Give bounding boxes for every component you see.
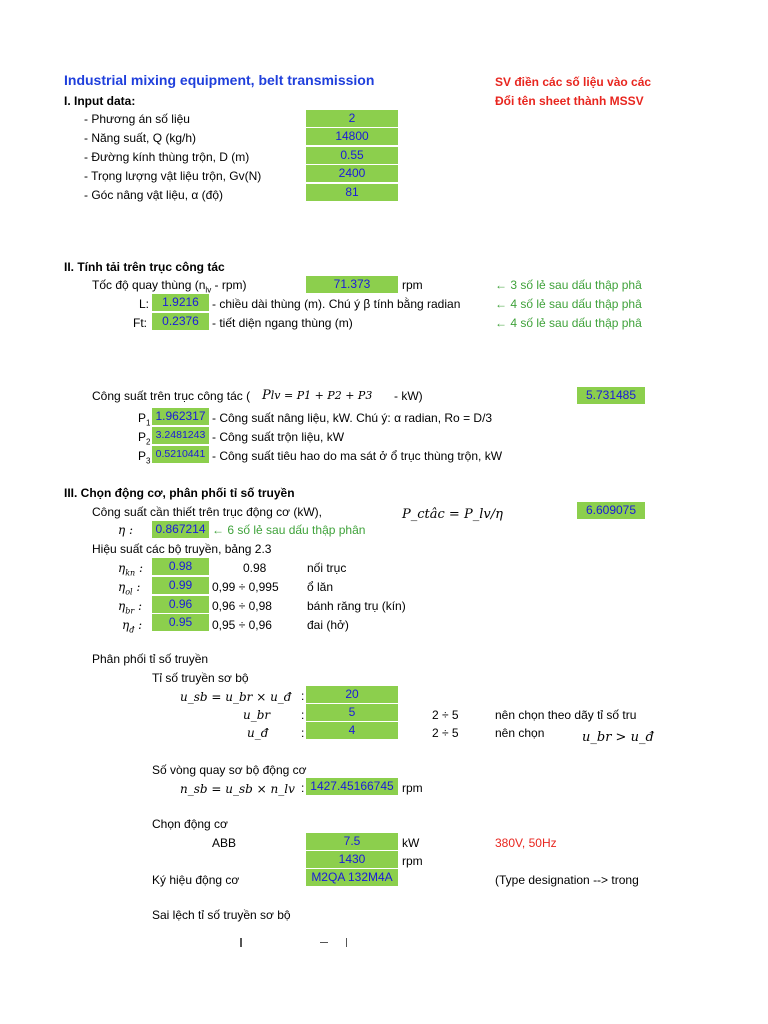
eta-br-symbol: $\eta_{br}$ : <box>118 599 143 616</box>
eta-note: ← 6 số lẻ sau dấu thập phân <box>212 523 366 537</box>
eta-d-symbol: $\eta_đ$ : <box>122 618 143 635</box>
input-label-diameter: - Đường kính thùng trộn, D (m) <box>84 150 250 164</box>
eta-ol-cell[interactable]: 0.99 <box>152 577 209 594</box>
eta-kn-cell[interactable]: 0.98 <box>152 558 209 575</box>
p3-cell[interactable]: 0.5210441 <box>152 446 209 463</box>
ubr-range: 2 ÷ 5 <box>432 708 459 722</box>
L-desc: - chiều dài thùng (m). Chú ý β tính bằng radian <box>212 297 461 311</box>
eta-kn-symbol: $\eta_{kn}$ : <box>118 561 144 578</box>
power-formula: Plv = P1 + P2 + P3 <box>262 388 373 403</box>
p3-desc: - Công suất tiêu hao do ma sát ở ổ trục thùng trộn, kW <box>212 449 503 463</box>
p2-desc: - Công suất trộn liệu, kW <box>212 430 345 444</box>
motor-type-note: (Type designation --> trong <box>495 873 639 887</box>
ratio-heading: Phân phối tỉ số truyền <box>92 652 209 666</box>
motor-type-cell[interactable]: M2QA 132M4A <box>306 869 398 886</box>
input-heading: I. Input data: <box>64 94 136 108</box>
required-power-cell[interactable]: 6.609075 <box>577 502 645 519</box>
formula-fragment-mid <box>320 942 328 943</box>
eta-d-range: 0,95 ÷ 0,96 <box>212 618 272 632</box>
L-cell[interactable]: 1.9216 <box>152 294 209 311</box>
sheet-title: Industrial mixing equipment, belt transmission <box>64 72 375 88</box>
eta-br-name: bánh răng trụ (kín) <box>307 599 406 613</box>
usb-formula: u_sb = u_br × u_đ <box>180 690 292 704</box>
input-angle-cell[interactable]: 81 <box>306 184 398 201</box>
p2-label: $P_2$ <box>138 430 151 447</box>
eta-kn-range: 0.98 <box>243 561 267 575</box>
motor-power-unit: kW <box>402 836 420 850</box>
ud-cell[interactable]: 4 <box>306 722 398 739</box>
ud-note: nên chọn <box>495 726 545 740</box>
motor-supply: 380V, 50Hz <box>495 836 557 850</box>
eta-d-name: đai (hở) <box>307 618 349 632</box>
p1-label: $P_1$ <box>138 411 151 428</box>
Ft-label: Ft: <box>133 316 147 330</box>
power-label: Công suất trên trục công tác ( <box>92 389 251 403</box>
nsb-unit: rpm <box>402 781 423 795</box>
ratio-subheading: Tỉ số truyền sơ bộ <box>152 671 249 685</box>
eta-cell[interactable]: 0.867214 <box>152 521 209 538</box>
eta-kn-name: nối trục <box>307 561 347 575</box>
eta-ol-symbol: $\eta_{ol}$ : <box>118 580 141 597</box>
motor-heading: III. Chọn động cơ, phân phối tỉ số truyền <box>64 486 295 500</box>
input-label-capacity: - Năng suất, Q (kg/h) <box>84 131 197 145</box>
speed-cell[interactable]: 71.373 <box>306 276 398 293</box>
usb-cell[interactable]: 20 <box>306 686 398 703</box>
p1-cell[interactable]: 1.962317 <box>152 408 209 425</box>
p1-desc: - Công suất nâng liệu, kW. Chú ý: α radian, Ro = D/3 <box>212 411 493 425</box>
ubr-note: nên chọn theo dãy tỉ số tru <box>495 708 637 722</box>
input-diameter-cell[interactable]: 0.55 <box>306 147 398 164</box>
ud-colon: : <box>301 726 305 740</box>
ubr-cell[interactable]: 5 <box>306 704 398 721</box>
required-power-label: Công suất cần thiết trên trục động cơ (kW), <box>92 505 322 519</box>
input-label-option: - Phương án số liệu <box>84 112 190 126</box>
rename-note: Đổi tên sheet thành MSSV <box>495 94 644 108</box>
deviation-heading: Sai lệch tỉ số truyền sơ bộ <box>152 908 291 922</box>
nsb-heading: Số vòng quay sơ bộ động cơ <box>152 763 307 777</box>
efficiency-heading: Hiệu suất các bộ truyền, bảng 2.3 <box>92 542 272 556</box>
speed-unit: rpm <box>402 278 423 292</box>
load-heading: II. Tính tải trên trục công tác <box>64 260 225 274</box>
nsb-colon: : <box>301 781 305 795</box>
ud-condition: u_br > u_đ <box>582 730 654 745</box>
motor-brand: ABB <box>212 836 237 850</box>
instruction-note: SV điền các số liệu vào các <box>495 75 652 89</box>
usb-colon: : <box>301 689 305 703</box>
eta-d-cell[interactable]: 0.95 <box>152 614 209 631</box>
input-weight-cell[interactable]: 2400 <box>306 165 398 182</box>
formula-fragment-right <box>346 938 347 947</box>
L-note: ← 4 số lẻ sau dấu thập phâ <box>495 297 642 311</box>
power-unit: - kW) <box>394 389 423 403</box>
required-power-formula: P_ctâc = P_lv/η <box>402 507 503 522</box>
Ft-note: ← 4 số lẻ sau dấu thập phâ <box>495 316 642 330</box>
eta-br-range: 0,96 ÷ 0,98 <box>212 599 272 613</box>
input-label-weight: - Trọng lượng vật liệu trộn, Gv(N) <box>84 169 262 183</box>
eta-ol-range: 0,99 ÷ 0,995 <box>212 580 279 594</box>
nsb-cell[interactable]: 1427.45166745 <box>306 778 398 795</box>
motor-rpm-cell[interactable]: 1430 <box>306 851 398 868</box>
eta-ol-name: ổ lăn <box>307 580 334 594</box>
motor-power-cell[interactable]: 7.5 <box>306 833 398 850</box>
motor-rpm-unit: rpm <box>402 854 423 868</box>
power-cell[interactable]: 5.731485 <box>577 387 645 404</box>
Ft-desc: - tiết diện ngang thùng (m) <box>212 316 353 330</box>
Ft-cell[interactable]: 0.2376 <box>152 313 209 330</box>
speed-note: ← 3 số lẻ sau dấu thập phâ <box>495 278 642 292</box>
L-label: L: <box>139 297 150 311</box>
input-capacity-cell[interactable]: 14800 <box>306 128 398 145</box>
p2-cell[interactable]: 3.2481243 <box>152 427 209 444</box>
ubr-label: u_br <box>243 708 271 722</box>
speed-label: Tốc độ quay thùng $(n_{lv} - rpm)$ <box>92 278 247 295</box>
ud-label: u_đ <box>247 726 269 740</box>
p3-label: $P_3$ <box>138 449 151 466</box>
input-option-cell[interactable]: 2 <box>306 110 398 127</box>
choose-motor-heading: Chọn động cơ <box>152 817 228 831</box>
eta-br-cell[interactable]: 0.96 <box>152 596 209 613</box>
motor-type-label: Ký hiệu động cơ <box>152 873 240 887</box>
input-label-angle: - Góc nâng vật liệu, α (độ) <box>84 188 224 202</box>
eta-label: η : <box>118 523 134 537</box>
formula-fragment-left <box>240 938 242 947</box>
ud-range: 2 ÷ 5 <box>432 726 459 740</box>
ubr-colon: : <box>301 708 305 722</box>
nsb-formula: n_sb = u_sb × n_lv <box>180 782 295 796</box>
